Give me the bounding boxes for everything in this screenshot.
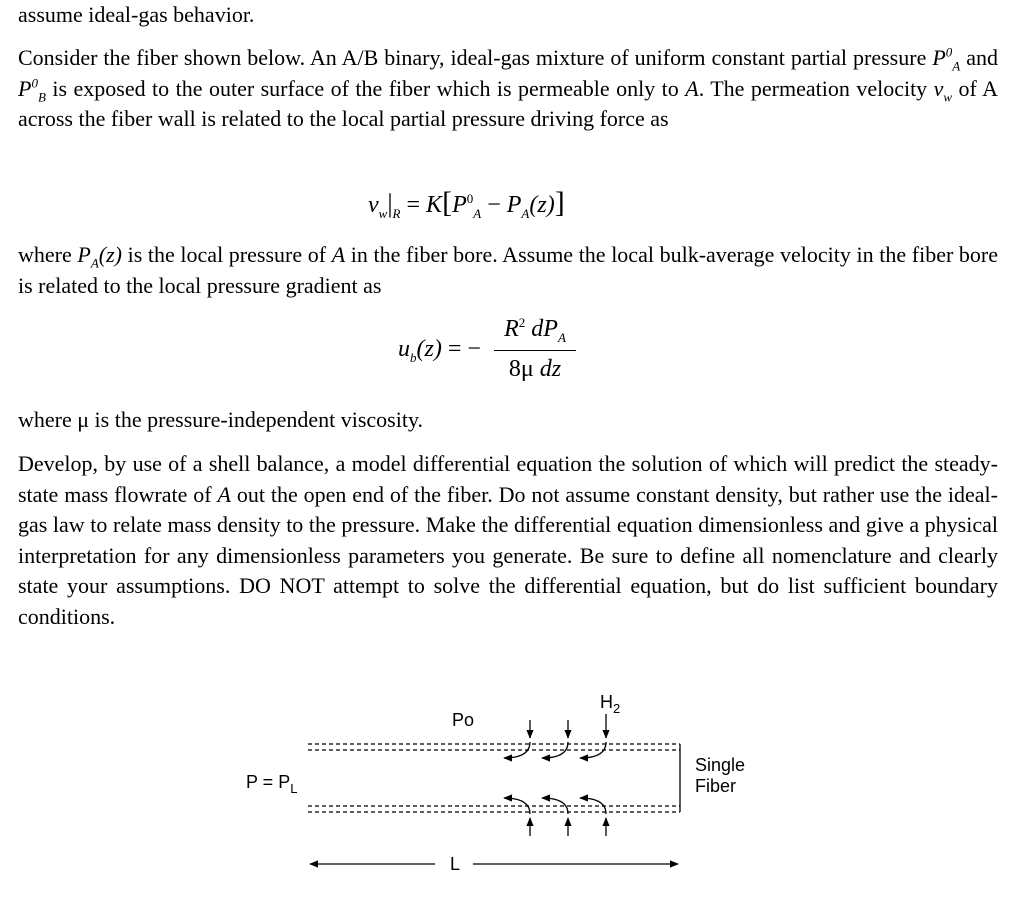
pl-label: $P = P_L$	[246, 772, 298, 796]
h2-label: $H_2$	[600, 692, 621, 716]
p1-and: and	[966, 45, 999, 70]
fiber-diagram	[0, 680, 1024, 897]
p1-text-a: Consider the fiber shown below. An A/B binary, ideal-gas mixture of uniform constant partial pressure	[18, 45, 933, 70]
p3-text: where μ is the pressure-independent viscosity.	[18, 407, 424, 432]
p1-text-c: . The permeation velocity	[698, 75, 934, 101]
fiber-label-fiber: Fiber	[695, 776, 737, 796]
length-label: L	[450, 854, 461, 874]
intro-text: assume ideal-gas behavior.	[18, 2, 255, 27]
symbol-PAz: $P_A(z)$	[77, 242, 122, 271]
p4-text-b: out the open end of the fiber. Do not assume constant density, but rather use the ideal-gas law to relate mass density to the pressure. Make the differential equation dimensionless and give a physical interpretation for any dimensionless parameters you generate. Be sure to define all nomenclature and clearly state your assumptions. DO NOT attempt to solve the differential equation, but do list sufficient boundary conditions.	[18, 481, 998, 629]
symbol-PB0: $P^0_B$	[18, 75, 46, 104]
paragraph-task	[18, 449, 998, 632]
equation-permeation-velocity: $v_w|_R = K[P^0_A - P_A(z)]$	[368, 186, 565, 221]
paragraph-viscosity	[18, 405, 998, 436]
bottom-permeation-arrows	[504, 798, 606, 836]
p1-text-d: of A across the fiber wall is related to the local partial pressure driving force as	[18, 75, 999, 131]
p4-text-a: Develop, by use of a shell balance, a model differential equation the solution of which will predict the steady-state mass flowrate of	[18, 451, 998, 507]
symbol-PA0: $P^0_A$	[932, 44, 961, 74]
equation-bulk-velocity: $u_b(z)$ = − $R^2$ $dP_A$ 8μ dz	[398, 316, 598, 390]
symbol-A-3: A	[217, 481, 231, 507]
po-label: Po	[452, 710, 475, 730]
p2-text-a: where	[18, 242, 78, 267]
fraction-bar	[494, 350, 576, 351]
paragraph-fiber-description	[18, 43, 998, 135]
fraction-denominator: 8μ dz	[508, 356, 562, 382]
fraction-numerator: $R^2$ $dP_A$	[504, 315, 566, 345]
p2-text-c: in the fiber bore. Assume the local bulk-average velocity in the fiber bore is related to the local pressure gradient as	[18, 242, 999, 298]
fiber-label-single: Single	[695, 755, 746, 775]
intro-line	[18, 0, 998, 31]
p2-text-b: is the local pressure of	[122, 242, 332, 267]
symbol-vw: $v_w$	[933, 75, 953, 104]
symbol-A-2: A	[331, 242, 346, 267]
top-permeation-arrows	[504, 714, 606, 758]
symbol-A: A	[685, 75, 699, 101]
fiber-outline	[308, 744, 680, 812]
p1-text-b: is exposed to the outer surface of the fiber which is permeable only to	[52, 75, 686, 101]
paragraph-local-pressure	[18, 240, 998, 301]
